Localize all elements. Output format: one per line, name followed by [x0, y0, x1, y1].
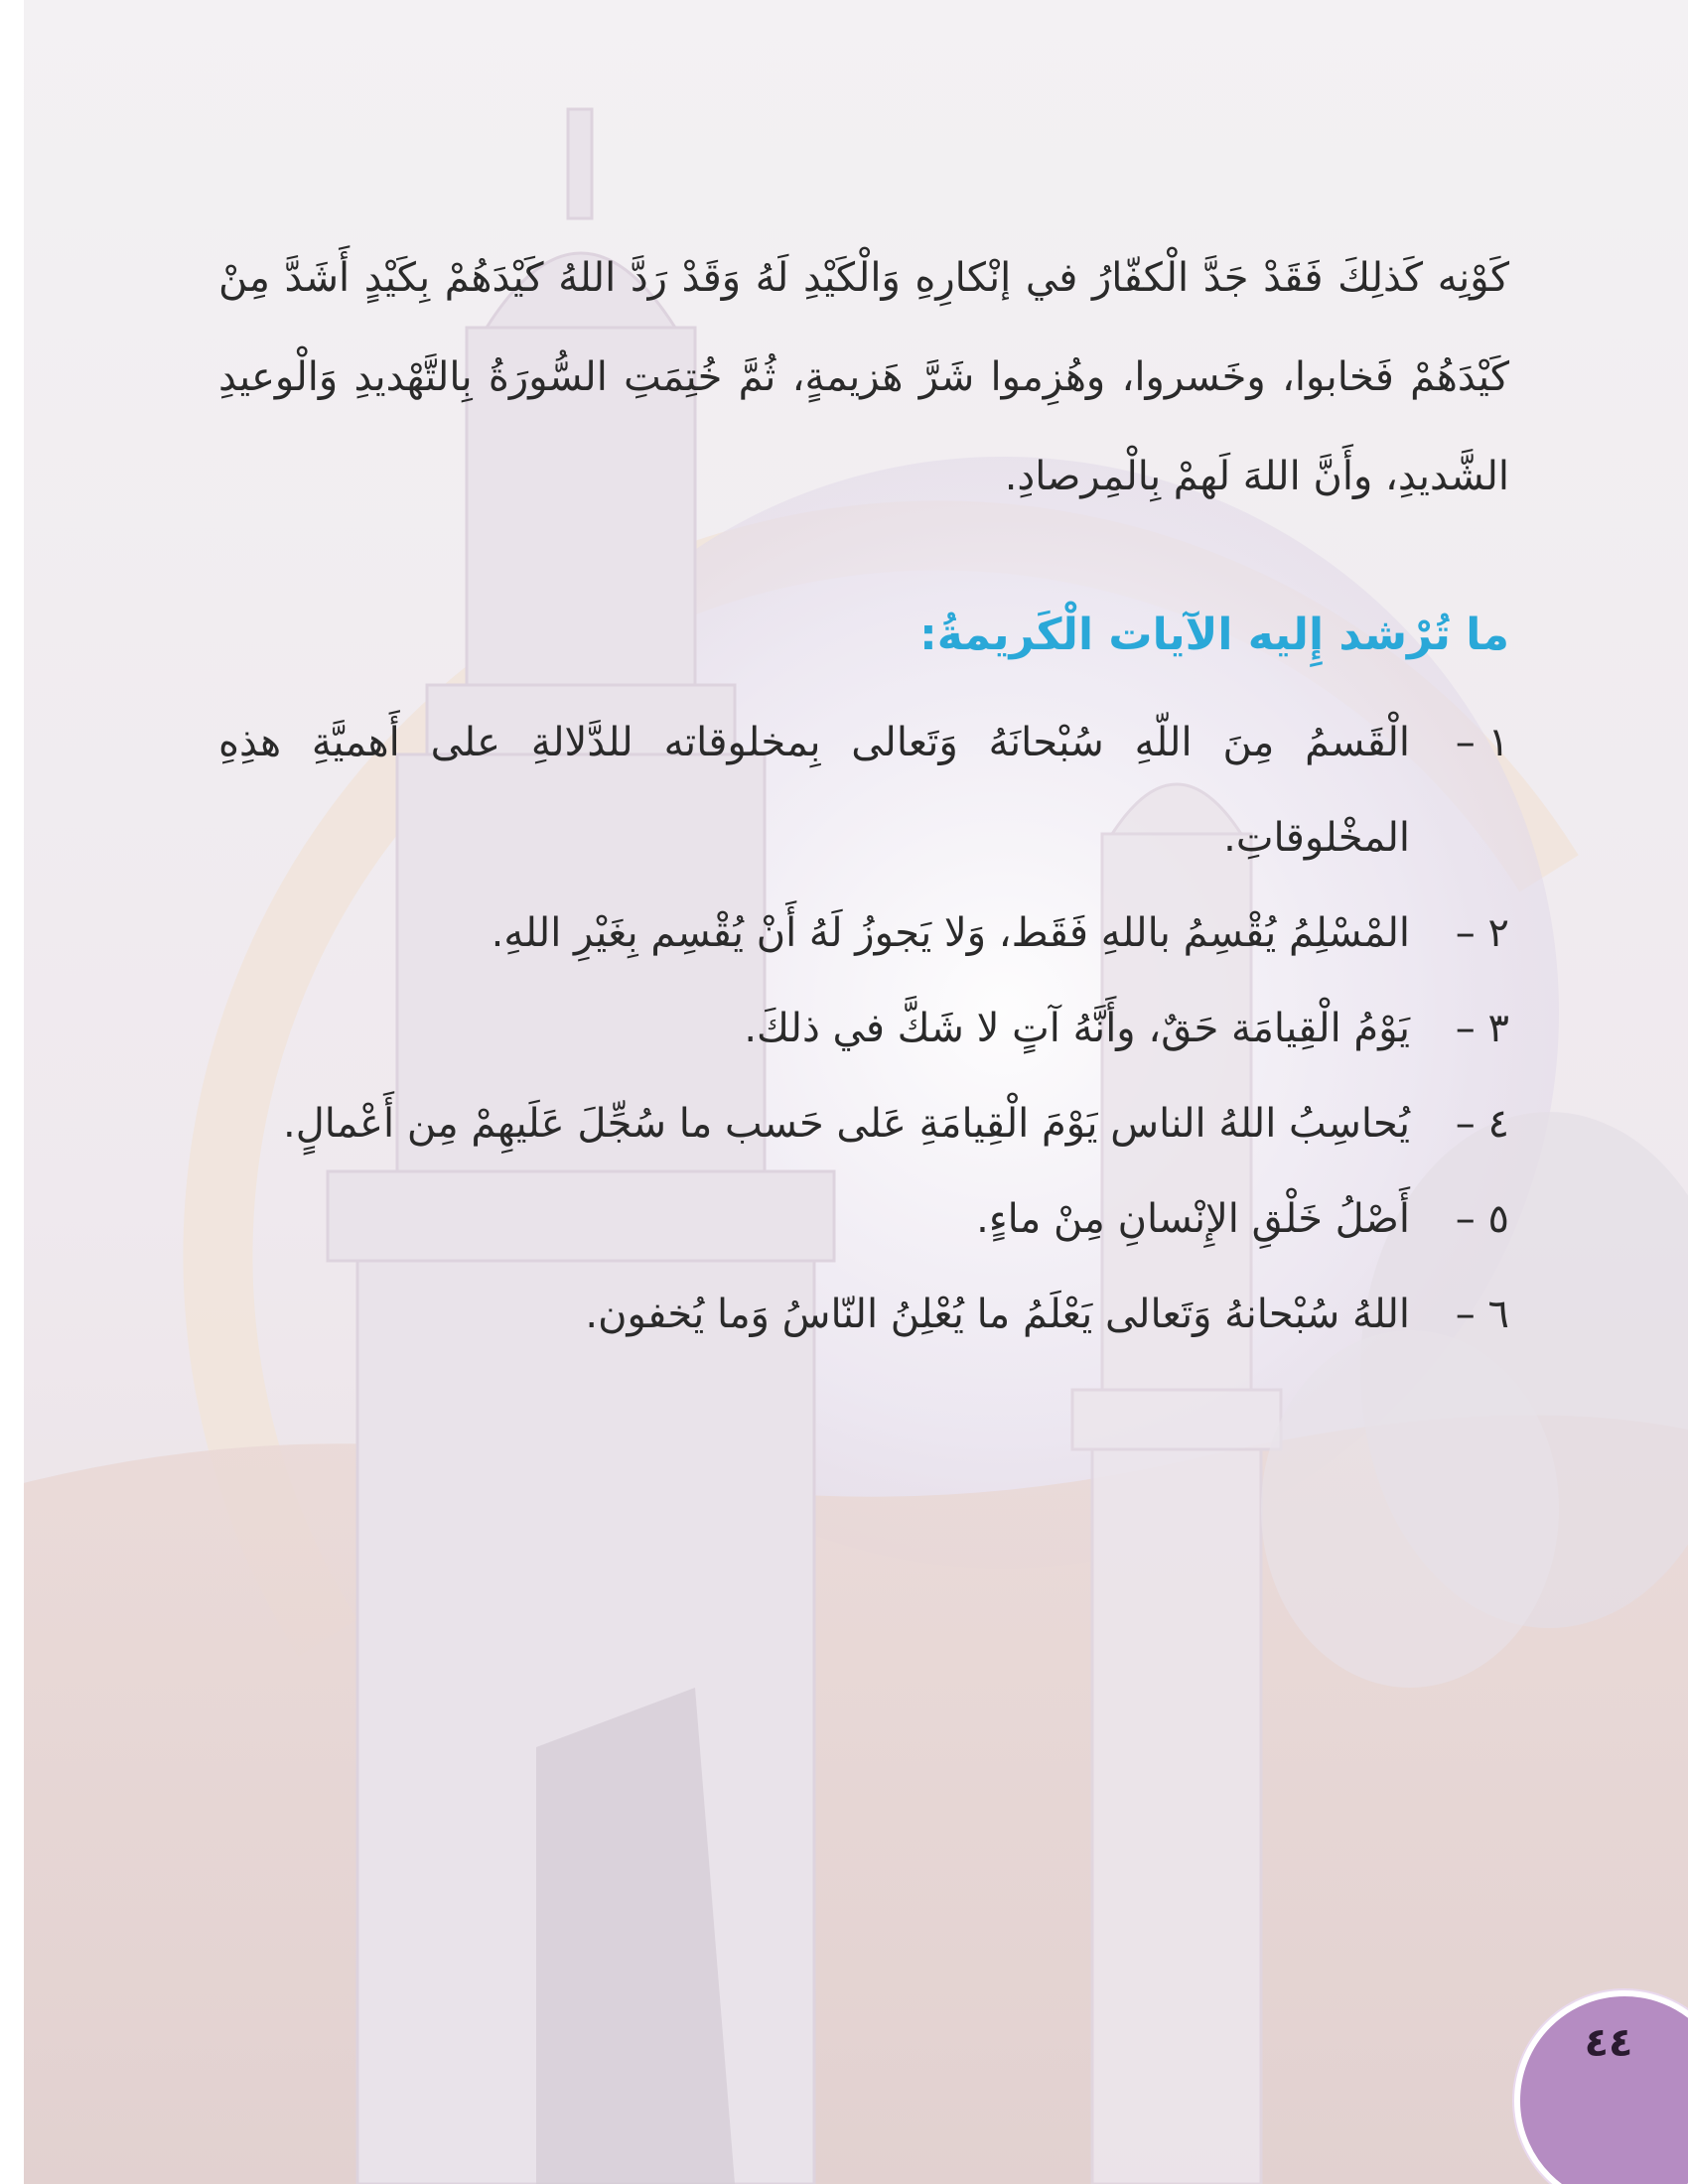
section-title: ما تُرْشد إِليه الآيات الْكَريمةُ:: [919, 610, 1509, 660]
page-number: ٤٤: [1584, 2020, 1633, 2066]
list-item: [218, 695, 1509, 886]
item-number: ٥ –: [1455, 1196, 1509, 1242]
list-item: [218, 1267, 1509, 1362]
page-content: [218, 228, 1509, 1362]
item-number: ٢ –: [1455, 910, 1509, 956]
guidance-list: [218, 695, 1509, 1362]
item-text: اللهُ سُبْحانهُ وَتَعالى يَعْلَمُ ما يُعْلِنُ النّاسُ وَما يُخفون.: [585, 1292, 1410, 1337]
list-item: [218, 886, 1509, 981]
item-text: يُحاسِبُ اللهُ الناس يَوْمَ الْقِيامَةِ عَلى حَسب ما سُجِّلَ عَلَيهِمْ مِن أَعْمالٍ.: [283, 1101, 1410, 1147]
intro-section: [218, 228, 1509, 526]
list-item: [218, 1171, 1509, 1267]
item-number: ٦ –: [1455, 1292, 1509, 1337]
list-item: [218, 1076, 1509, 1171]
item-text: أَصْلُ خَلْقِ الإِنْسانِ مِنْ ماءٍ.: [976, 1196, 1410, 1242]
item-number: ١ –: [1455, 720, 1509, 765]
item-text: الْقَسمُ مِنَ اللّهِ سُبْحانَهُ وَتَعالى بِمخلوقاته للدَّلالةِ على أَهميَّةِ هذِهِ المخْلوقاتِ.: [218, 720, 1410, 861]
item-text: المْسْلِمُ يُقْسِمُ باللهِ فَقَط، وَلا يَجوزُ لَهُ أَنْ يُقْسِم بِغَيْرِ اللهِ.: [491, 910, 1410, 956]
intro-paragraph: كَوْنِه كَذلِكَ فَقَدْ جَدَّ الْكفّارُ في إنْكارِهِ وَالْكَيْدِ لَهُ وَقَدْ رَدَّ اللهُ كَيْدَهُمْ بِكَيْدٍ أَشَدَّ مِنْ كَيْدَهُمْ فَخابوا، وخَسروا، وهُزِموا شَرَّ هَزيمةٍ، ثُمَّ خُتِمَتِ السُّورَةُ بِالتَّهْديدِ وَالْوعيدِ الشَّديدِ، وأَنَّ اللهَ لَهمْ بِالْمِرصادِ.: [218, 255, 1509, 499]
list-item: [218, 981, 1509, 1076]
item-text: يَوْمُ الْقِيامَة حَقٌ، وأَنَّهُ آتٍ لا شَكَّ في ذلكَ.: [744, 1006, 1410, 1051]
page-edge: [0, 0, 24, 2184]
item-number: ٤ –: [1455, 1101, 1509, 1147]
item-number: ٣ –: [1455, 1006, 1509, 1051]
